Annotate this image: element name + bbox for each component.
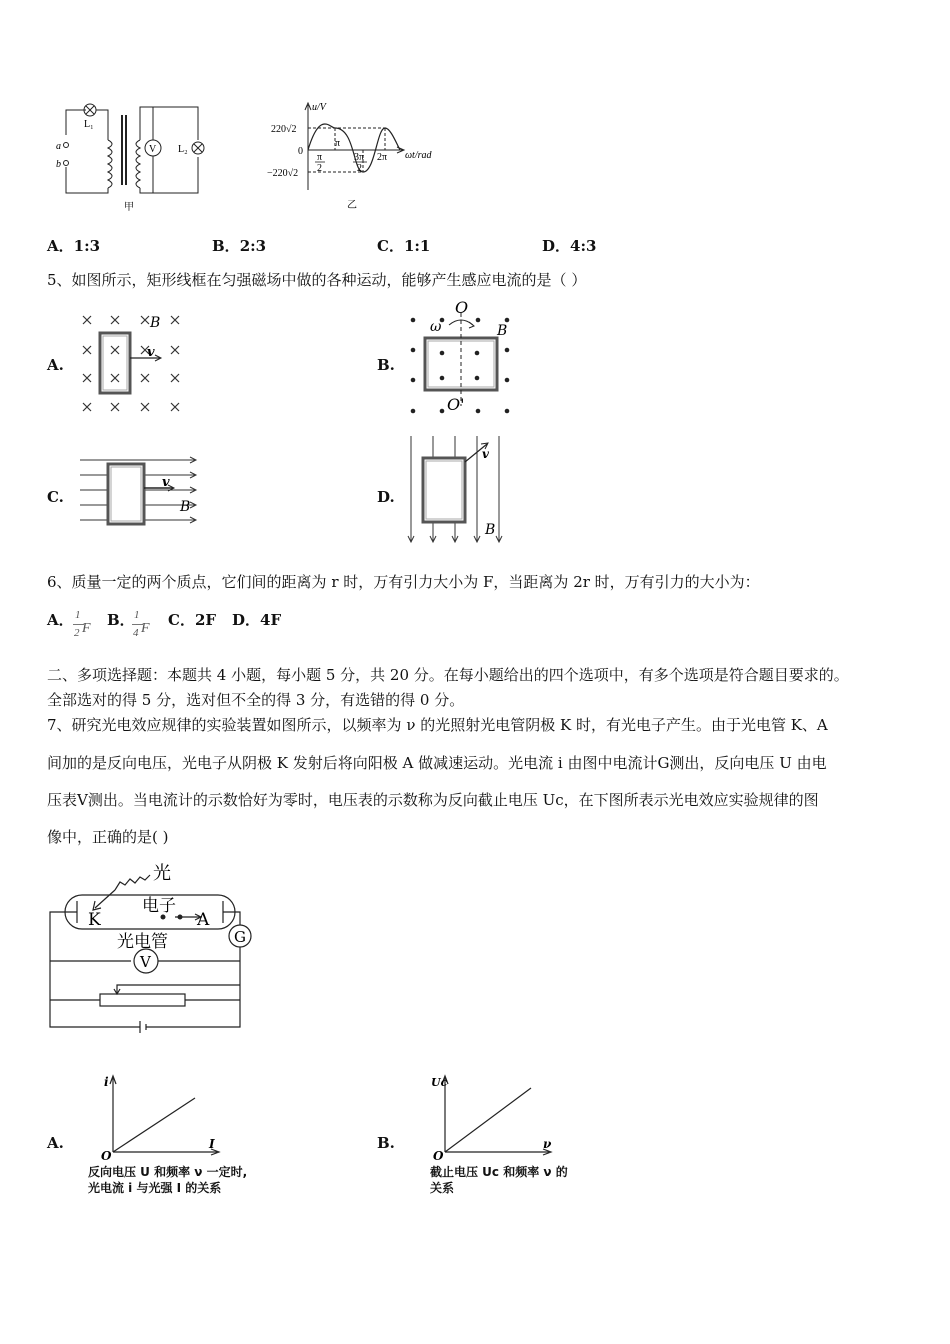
frequency-axis-label: ν xyxy=(543,1137,552,1151)
q7-graph-b-caption-2: 关系 xyxy=(430,1181,455,1195)
q6-option-b-fraction[interactable]: 1 4 F xyxy=(133,609,150,639)
q6-option-c[interactable]: C．2F xyxy=(168,611,217,629)
figure-jia-caption: 甲 xyxy=(124,202,134,213)
q6-option-d[interactable]: D．4F xyxy=(232,611,282,629)
q4-option-d[interactable]: D．4:3 xyxy=(542,237,597,255)
t-axis-label: ωt/rad xyxy=(405,150,432,161)
q5-option-c[interactable]: C. xyxy=(47,488,64,506)
u-axis-label: u/V xyxy=(312,102,326,113)
q4-option-c[interactable]: C．1:1 xyxy=(377,237,431,255)
field-b-label: B xyxy=(150,315,161,331)
origin-label: O xyxy=(101,1149,112,1163)
section2-line2: 全部选对的得 5 分，选对但不全的得 3 分，有选错的得 0 分。 xyxy=(47,691,465,709)
q7-line3: 压表V测出。当电流计的示数恰好为零时，电压表的示数称为反向截止电压 Uc，在下图所表示光电效应实验规律的图 xyxy=(47,791,819,809)
q7-graph-a-caption-1: 反向电压 U 和频率 ν 一定时, xyxy=(88,1165,248,1179)
lamp-l2-label: L₂ xyxy=(178,144,188,155)
zero-label: 0 xyxy=(298,146,303,157)
q7-graph-a-caption-2: 光电流 i 与光强 I 的关系 xyxy=(88,1181,222,1195)
field-b-label: B xyxy=(497,323,508,339)
q7-line4: 像中，正确的是( ) xyxy=(47,828,169,846)
omega-label: ω xyxy=(430,319,442,335)
q5-option-b[interactable]: B. xyxy=(377,356,395,374)
q7-graph-b xyxy=(425,1070,555,1163)
sine-voltage-graph xyxy=(265,100,445,215)
galvanometer-label: G xyxy=(234,928,246,946)
terminal-a-label: a xyxy=(56,141,61,152)
tube-label: 光电管 xyxy=(117,932,168,952)
pi-label: π xyxy=(335,138,341,149)
two-pi-label: 2π xyxy=(377,152,388,163)
transformer-circuit-figure xyxy=(48,95,218,220)
figure-yi-caption: 乙 xyxy=(347,200,357,211)
origin-label: O xyxy=(433,1149,444,1163)
lamp-l1-label: L₁ xyxy=(84,119,94,130)
pi-half-den: 2 xyxy=(317,163,322,174)
q6-stem: 6、质量一定的两个质点，它们间的距离为 r 时，万有引力大小为 F，当距离为 2r 时，万有引力的大小为： xyxy=(47,573,760,591)
q6-option-a-fraction[interactable]: 1 2 F xyxy=(74,609,91,639)
q6-option-a-key[interactable]: A． xyxy=(47,611,74,629)
q4-option-b[interactable]: B．2:3 xyxy=(212,237,267,255)
q5-option-d[interactable]: D. xyxy=(377,488,395,506)
q5-figure-b xyxy=(405,298,520,420)
photoelectric-circuit xyxy=(45,855,260,1035)
light-label: 光 xyxy=(153,863,171,884)
pi-half-num: π xyxy=(317,152,323,163)
voltmeter-label: V xyxy=(149,144,157,155)
velocity-label: v xyxy=(162,475,170,490)
section2-line1: 二、多项选择题：本题共 4 小题，每小题 5 分，共 20 分。在每小题给出的四个选项中，有多个选项是符合题目要求的。 xyxy=(47,666,849,684)
voltmeter-label: V xyxy=(140,953,151,971)
i-axis-label: i xyxy=(104,1075,109,1089)
q6-option-b-key[interactable]: B． xyxy=(107,611,135,629)
intensity-axis-label: I xyxy=(209,1137,215,1151)
field-b-label: B xyxy=(485,522,496,538)
ymax-label: 220√2 xyxy=(271,124,297,135)
three-pi-half-num: 3π xyxy=(354,152,365,163)
ymin-label: −220√2 xyxy=(267,168,299,179)
q4-option-a[interactable]: A．1:3 xyxy=(47,237,101,255)
velocity-label: v xyxy=(147,345,155,360)
anode-a-label: A xyxy=(197,910,210,930)
electron-label: 电子 xyxy=(142,896,176,916)
cathode-k-label: K xyxy=(88,910,101,930)
uc-axis-label: Uc xyxy=(431,1076,448,1089)
q5-figure-a xyxy=(75,308,190,418)
q7-line2: 间加的是反向电压，光电子从阴极 K 发射后将向阳极 A 做减速运动。光电流 i 由图中电流计G测出，反向电压 U 由电 xyxy=(47,754,827,772)
q5-stem: 5、如图所示，矩形线框在匀强磁场中做的各种运动，能够产生感应电流的是（ ） xyxy=(47,271,587,289)
q7-line1: 7、研究光电效应规律的实验装置如图所示，以频率为 ν 的光照射光电管阴极 K 时，有光电子产生。由于光电管 K、A xyxy=(47,716,828,734)
q7-option-b[interactable]: B. xyxy=(377,1134,395,1152)
field-b-label: B xyxy=(180,499,191,515)
q5-figure-d xyxy=(405,432,505,547)
axis-o-bottom-label: O' xyxy=(447,395,465,414)
q7-graph-a xyxy=(95,1070,225,1163)
velocity-label: v xyxy=(482,447,489,461)
q7-graph-b-caption-1: 截止电压 Uc 和频率 ν 的 xyxy=(430,1165,568,1179)
q7-option-a[interactable]: A. xyxy=(47,1134,64,1152)
q5-figure-c xyxy=(78,450,203,530)
q5-option-a[interactable]: A. xyxy=(47,356,64,374)
three-pi-half-den: 2 xyxy=(357,163,362,174)
axis-o-top-label: O xyxy=(455,298,469,317)
terminal-b-label: b xyxy=(56,159,61,170)
